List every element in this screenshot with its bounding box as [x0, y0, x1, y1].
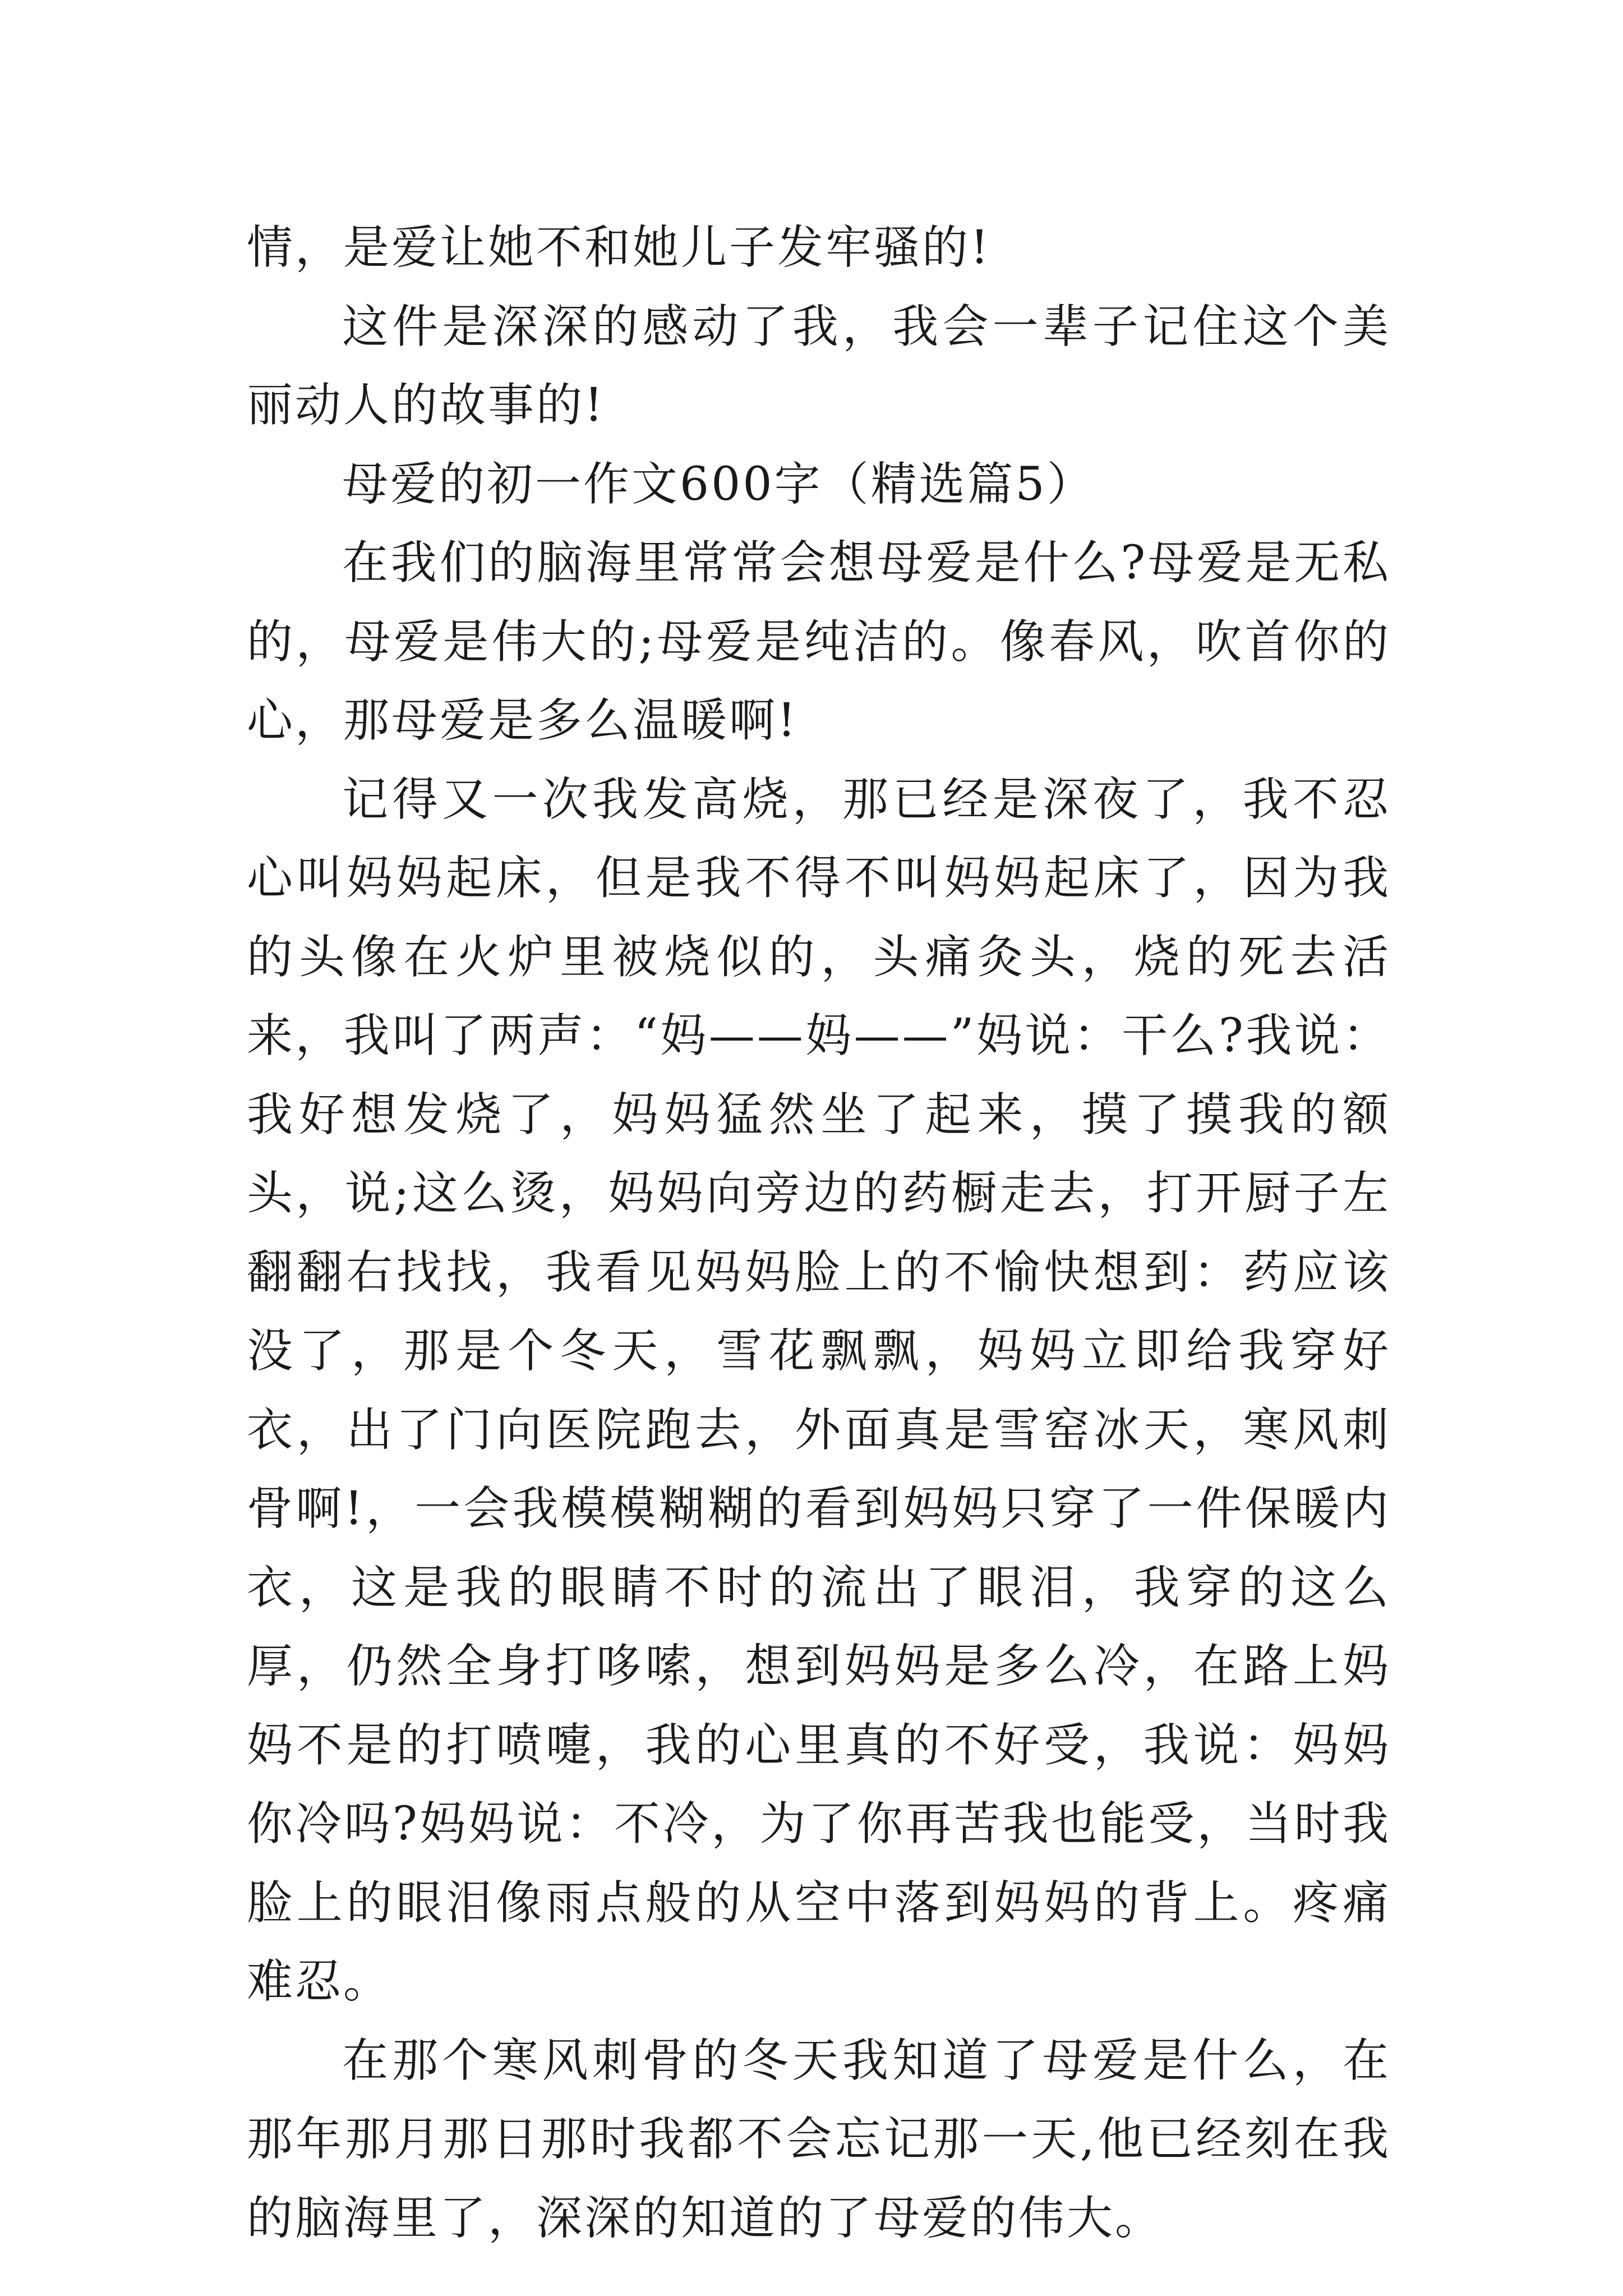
paragraph-conclusion: 在那个寒风刺骨的冬天我知道了母爱是什么，在那年那月那日那时我都不会忘记那一天,他已经刻在我的脑海里了，深深的知道的了母爱的伟大。	[247, 2033, 1391, 2245]
paragraph-continued: 情，是爱让她不和她儿子发牢骚的!	[247, 221, 991, 274]
paragraph-what-is-love: 在我们的脑海里常常会想母爱是什么?母爱是无私的，母爱是伟大的;母爱是纯洁的。像春风，吹首你的心，那母爱是多么温暖啊!	[247, 536, 1391, 747]
document-body	[247, 209, 1391, 2258]
paragraph-touched: 这件是深深的感动了我，我会一辈子记住这个美丽动人的故事的!	[247, 300, 1391, 432]
paragraph-fever-night: 记得又一次我发高烧，那已经是深夜了，我不忍心叫妈妈起床，但是我不得不叫妈妈起床了，因为我的头像在火炉里被烧似的，头痛灸头，烧的死去活来，我叫了两声：“妈——妈——”妈说：干么?我说：我好想发烧了，妈妈猛然坐了起来，摸了摸我的额头，说;这么烫，妈妈向旁边的药橱走去，打开厨子左翻翻右找找，我看见妈妈脸上的不愉快想到：药应该没了，那是个冬天，雪花飘飘，妈妈立即给我穿好衣，出了门向医院跑去，外面真是雪窑冰天，寒风刺骨啊!，一会我模模糊糊的看到妈妈只穿了一件保暖内衣，这是我的眼睛不时的流出了眼泪，我穿的这么厚，仍然全身打哆嗦，想到妈妈是多么冷，在路上妈妈不是的打喷嚏，我的心里真的不好受，我说：妈妈你冷吗?妈妈说：不冷，为了你再苦我也能受，当时我脸上的眼泪像雨点般的从空中落到妈妈的背上。疼痛难忍。	[247, 772, 1391, 2008]
essay-heading: 母爱的初一作文600字（精选篇5）	[342, 457, 1095, 511]
